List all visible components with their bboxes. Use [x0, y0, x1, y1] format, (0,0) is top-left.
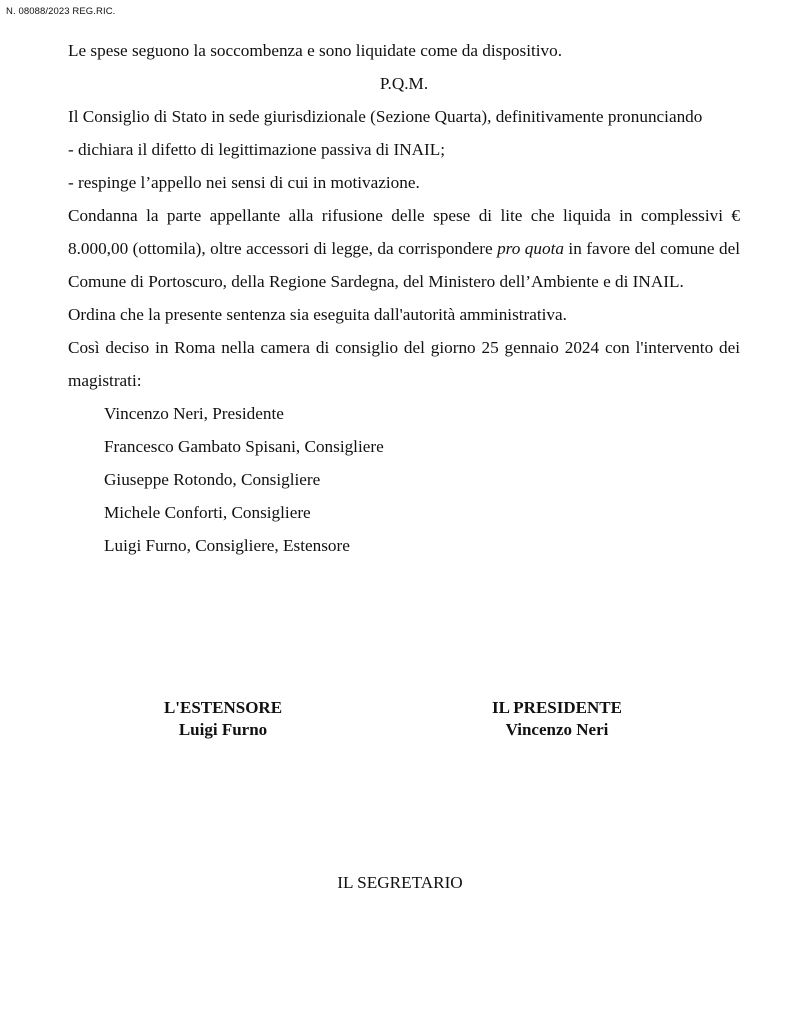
magistrate-item: Vincenzo Neri, Presidente [104, 404, 284, 423]
condanna-italic: pro quota [497, 239, 564, 258]
magistrate-item: Francesco Gambato Spisani, Consigliere [104, 437, 384, 456]
presidente-name: Vincenzo Neri [505, 720, 609, 739]
bullet-respinge: - respinge l’appello nei sensi di cui in motivazione. [68, 173, 420, 192]
presidente-title: IL PRESIDENTE [492, 698, 622, 717]
signature-presidente [457, 697, 657, 741]
signature-segretario: IL SEGRETARIO [337, 873, 463, 892]
deciso-paragraph: Così deciso in Roma nella camera di consiglio del giorno 25 gennaio 2024 con l'intervento dei magistrati: [68, 338, 740, 390]
consiglio-paragraph: Il Consiglio di Stato in sede giurisdizionale (Sezione Quarta), definitivamente pronunciando [68, 107, 703, 126]
magistrate-item: Giuseppe Rotondo, Consigliere [104, 470, 321, 489]
registry-number: N. 08088/2023 REG.RIC. [6, 6, 116, 17]
condanna-text-2: in favore del comune del Comune di Portoscuro, della Regione Sardegna, del Ministero dell’Ambiente e di INAIL. [68, 239, 740, 291]
magistrate-item: Luigi Furno, Consigliere, Estensore [104, 536, 350, 555]
document-body [68, 34, 740, 562]
signature-estensore [123, 697, 323, 741]
pqm-title: P.Q.M. [379, 74, 429, 93]
estensore-name: Luigi Furno [178, 720, 268, 739]
ordina-line: Ordina che la presente sentenza sia eseguita dall'autorità amministrativa. [68, 305, 567, 324]
estensore-title: L'ESTENSORE [163, 698, 283, 717]
spese-line: Le spese seguono la soccombenza e sono liquidate come da dispositivo. [68, 41, 563, 60]
condanna-text-1: Condanna la parte appellante alla rifusione delle spese di lite che liquida in complessivi € 8.000,00 (ottomila), oltre accessori di legge, da corrispondere [68, 206, 740, 258]
magistrate-item: Michele Conforti, Consigliere [104, 503, 311, 522]
condanna-paragraph [68, 199, 740, 298]
bullet-inail: - dichiara il difetto di legittimazione passiva di INAIL; [68, 140, 446, 159]
